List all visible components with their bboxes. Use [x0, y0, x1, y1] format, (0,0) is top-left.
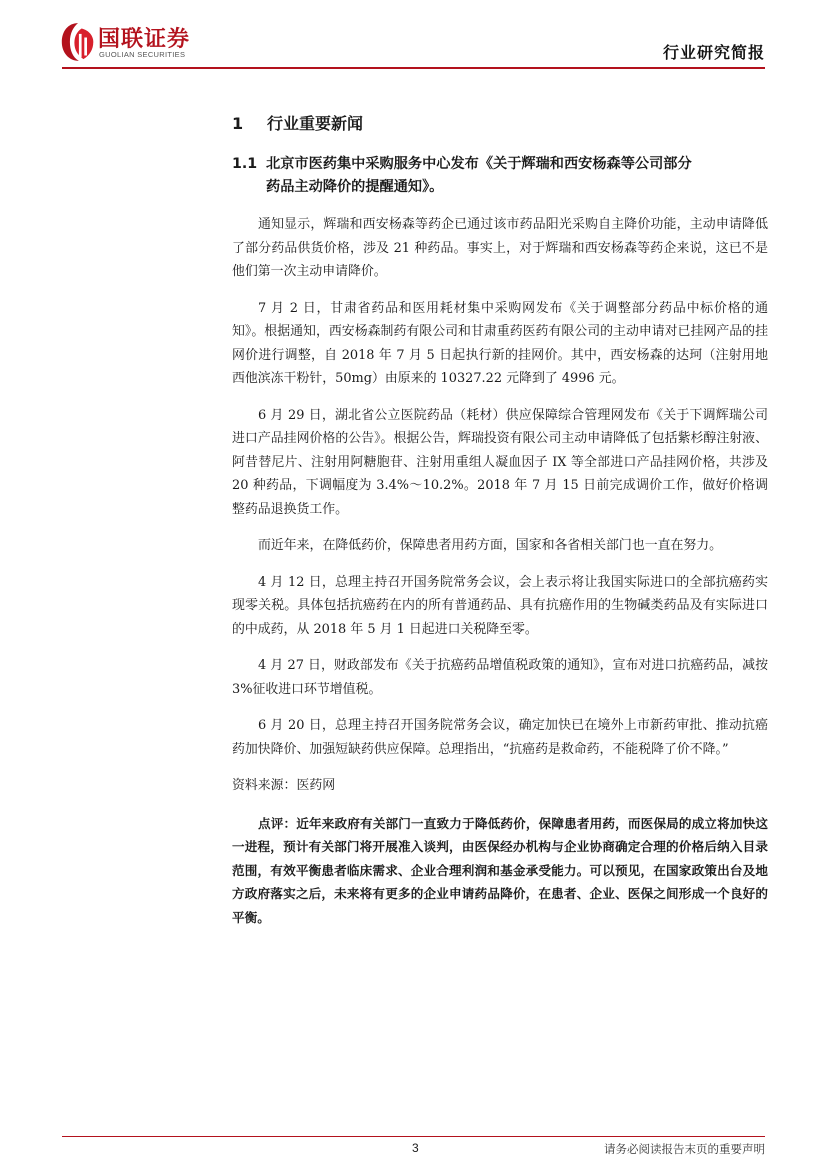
- logo-english-text: GUOLIAN SECURITIES: [99, 50, 186, 59]
- footer-divider: [62, 1136, 765, 1137]
- paragraph-4: 而近年来，在降低药价，保障患者用药方面，国家和各省相关部门也一直在努力。: [258, 538, 723, 553]
- guolian-logo-icon: [60, 20, 96, 64]
- page-number: 3: [412, 1141, 419, 1155]
- logo-chinese-text: 国联证券: [98, 27, 191, 52]
- footer-disclaimer: 请务必阅读报告末页的重要声明: [604, 1142, 765, 1156]
- report-type-label: 行业研究简报: [662, 43, 765, 62]
- paragraph-3: 6 月 29 日，湖北省公立医院药品（耗材）供应保障综合管理网发布《关于下调辉瑞公司进口产品挂网价格的公告》。根据公告，辉瑞投资有限公司主动申请降低了包括紫杉醇注射液、阿昔替尼片、注射用阿糖胞苷、注射用重组人凝血因子 IX 等全部进口产品挂网价格，共涉及 20 种药品，下调幅度为 3.4%～10.2%。2018 年 7 月 15 日前完成调价工作，做好价格调整药品退换货工作。: [232, 407, 768, 517]
- paragraph-1: 通知显示，辉瑞和西安杨森等药企已通过该市药品阳光采购自主降价功能，主动申请降低了部分药品供货价格，涉及 21 种药品。事实上，对于辉瑞和西安杨森等药企来说，这已不是他们第一次主动申请降价。: [232, 217, 768, 279]
- subsection-heading: [232, 153, 772, 199]
- article-body: [232, 213, 768, 942]
- header-divider: [62, 67, 765, 69]
- source-note: 资料来源：医药网: [232, 778, 336, 793]
- section-title: 行业重要新闻: [267, 114, 364, 133]
- paragraph-2: 7 月 2 日，甘肃省药品和医用耗材集中采购网发布《关于调整部分药品中标价格的通知》。根据通知，西安杨森制药有限公司和甘肃重药医药有限公司的主动申请对已挂网产品的挂网价进行调整，自 2018 年 7 月 5 日起执行新的挂网价。其中，西安杨森的达珂（注射用地西他滨冻干粉针，50mg）由原来的 10327.22 元降到了 4996 元。: [232, 300, 768, 386]
- paragraph-6: 4 月 27 日，财政部发布《关于抗癌药品增值税政策的通知》，宣布对进口抗癌药品，减按 3%征收进口环节增值税。: [232, 658, 768, 697]
- section-heading: [232, 111, 363, 134]
- subsection-title-line2: 药品主动降价的提醒通知》。: [266, 179, 444, 195]
- subsection-title-line1: 北京市医药集中采购服务中心发布《关于辉瑞和西安杨森等公司部分: [266, 156, 692, 172]
- subsection-number: 1.1: [232, 156, 258, 172]
- paragraph-5: 4 月 12 日，总理主持召开国务院常务会议，会上表示将让我国实际进口的全部抗癌药实现零关税。具体包括抗癌药在内的所有普通药品、具有抗癌作用的生物碱类药品及有实际进口的中成药，从 2018 年 5 月 1 日起进口关税降至零。: [232, 574, 768, 637]
- comment-paragraph: 点评：近年来政府有关部门一直致力于降低药价，保障患者用药，而医保局的成立将加快这一进程，预计有关部门将开展准入谈判，由医保经办机构与企业协商确定合理的价格后纳入目录范围，有效平衡患者临床需求、企业合理利润和基金承受能力。可以预见，在国家政策出台及地方政府落实之后，未来将有更多的企业申请药品降价，在患者、企业、医保之间形成一个良好的平衡。: [232, 815, 768, 925]
- paragraph-7: 6 月 20 日，总理主持召开国务院常务会议，确定加快已在境外上市新药审批、推动抗癌药加快降价、加强短缺药供应保障。总理指出，“抗癌药是救命药，不能税降了价不降。”: [232, 718, 768, 757]
- section-number: 1: [232, 114, 244, 133]
